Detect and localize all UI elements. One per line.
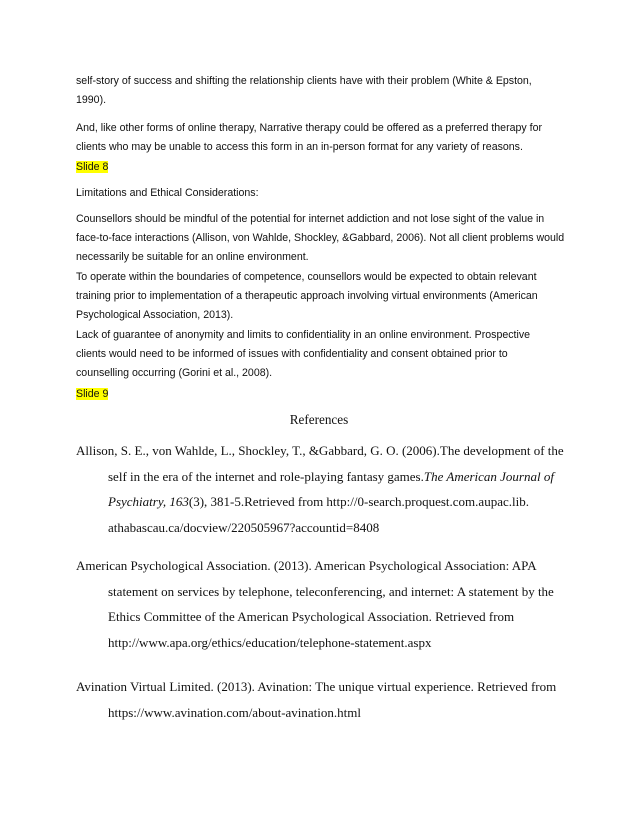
reference-line: http://www.apa.org/ethics/education/telephone-statement.aspx xyxy=(108,634,432,650)
reference-line: athabascau.ca/docview/220505967?accountid=8408 xyxy=(108,519,380,535)
reference-line xyxy=(76,464,576,490)
paragraph-online-therapy xyxy=(76,119,576,157)
reference-line: statement on services by telephone, teleconferencing, and internet: A statement by the xyxy=(108,583,554,599)
paragraph-line: face-to-face interactions (Allison, von Wahlde, Shockley, &Gabbard, 2006). Not all client problems would xyxy=(76,232,565,244)
paragraph-line: clients who may be unable to access this form in an in-person format for any variety of reasons. xyxy=(76,141,523,153)
paragraph-line: And, like other forms of online therapy, Narrative therapy could be offered as a preferred therapy for xyxy=(76,122,542,134)
journal-title: The American Journal of xyxy=(423,468,554,484)
journal-title: Psychiatry, 163 xyxy=(108,494,189,509)
paragraph-line: counselling occurring (Gorini et al., 2008). xyxy=(76,367,273,379)
paragraph-line: clients would need to be informed of issues with confidentiality and consent obtained prior to xyxy=(76,348,508,360)
paragraph-line: To operate within the boundaries of competence, counsellors would be expected to obtain relevant xyxy=(76,271,537,283)
paragraph-line: necessarily be suitable for an online environment. xyxy=(76,251,309,263)
paragraph-line: 1990). xyxy=(76,94,107,106)
slide-9-label xyxy=(76,385,576,404)
slide-8-label xyxy=(76,158,576,177)
highlighted-slide-label: Slide 8 xyxy=(76,161,109,173)
paragraph-competence xyxy=(76,268,576,325)
paragraph-narrative-story xyxy=(76,72,576,110)
reference-text: self in the era of the internet and role-playing fantasy games. xyxy=(108,468,424,484)
heading-text: Limitations and Ethical Considerations: xyxy=(76,187,259,199)
reference-line xyxy=(76,489,576,515)
highlighted-slide-label: Slide 9 xyxy=(76,388,109,400)
reference-avination xyxy=(76,674,576,725)
paragraph-anonymity xyxy=(76,326,576,383)
paragraph-internet-addiction xyxy=(76,210,576,267)
limitations-heading xyxy=(76,184,576,203)
reference-line: American Psychological Association. (2013). American Psychological Association: APA xyxy=(76,558,537,573)
paragraph-line: Psychological Association, 2013). xyxy=(76,309,234,321)
reference-line: Ethics Committee of the American Psychological Association. Retrieved from xyxy=(108,609,515,624)
paragraph-line: self-story of success and shifting the relationship clients have with their problem (White & Epston, xyxy=(76,75,532,87)
reference-text: (3), 381-5.Retrieved from http://0-search.proquest.com.aupac.lib. xyxy=(188,494,529,509)
reference-apa xyxy=(76,553,576,655)
paragraph-line: training prior to implementation of a therapeutic approach involving virtual environments (American xyxy=(76,290,538,302)
references-heading: References xyxy=(289,412,349,427)
paragraph-line: Counsellors should be mindful of the potential for internet addiction and not lose sight of the value in xyxy=(76,213,545,225)
reference-line: https://www.avination.com/about-avination.html xyxy=(108,704,361,720)
reference-line: Allison, S. E., von Wahlde, L., Shockley, T., &Gabbard, G. O. (2006).The development of the xyxy=(76,443,564,458)
reference-allison xyxy=(76,438,576,540)
paragraph-line: Lack of guarantee of anonymity and limits to confidentiality in an online environment. Prospective xyxy=(76,329,531,341)
reference-line: Avination Virtual Limited. (2013). Avination: The unique virtual experience. Retrieved from xyxy=(76,679,557,694)
